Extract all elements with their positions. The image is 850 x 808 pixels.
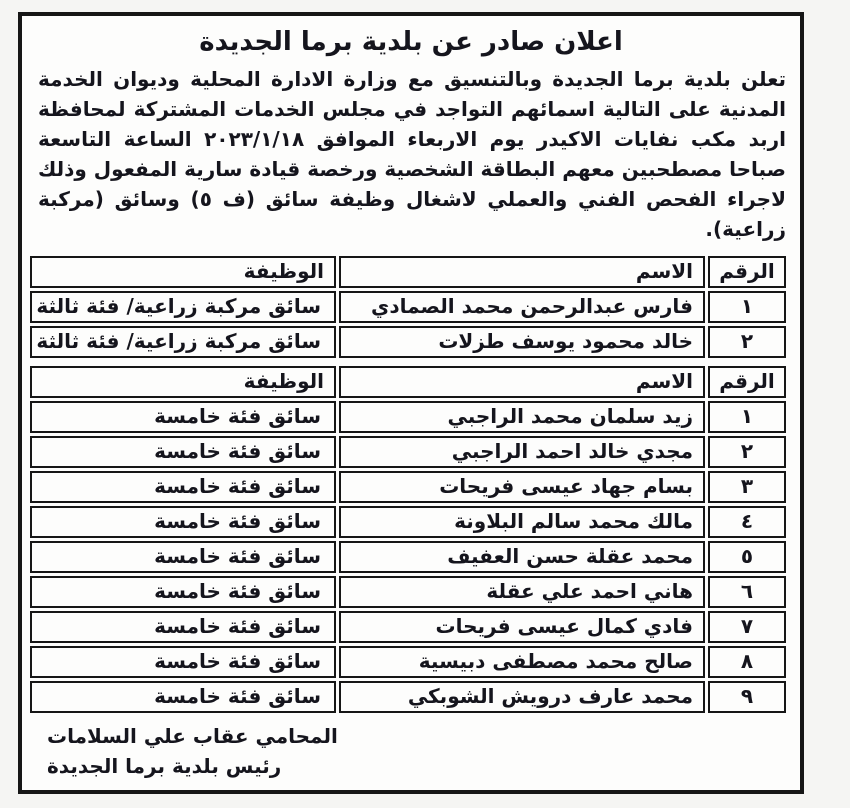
column-header-job: الوظيفة <box>30 366 336 398</box>
row-job-cell: سائق مركبة زراعية/ فئة ثالثة <box>30 291 336 323</box>
table-row <box>30 611 786 643</box>
row-name-cell: محمد عارف درويش الشوبكي <box>339 681 705 713</box>
row-job-cell: سائق فئة خامسة <box>30 436 336 468</box>
row-job-cell: سائق فئة خامسة <box>30 646 336 678</box>
row-number-cell: ٨ <box>708 646 786 678</box>
row-number-cell: ٤ <box>708 506 786 538</box>
table-row <box>30 326 786 358</box>
row-job-cell: سائق فئة خامسة <box>30 471 336 503</box>
row-number-cell: ٦ <box>708 576 786 608</box>
row-name-cell: مالك محمد سالم البلاونة <box>339 506 705 538</box>
row-number-cell: ٩ <box>708 681 786 713</box>
announcement-paragraph: تعلن بلدية برما الجديدة وبالتنسيق مع وزارة الادارة المحلية وديوان الخدمة المدنية على التالية اسمائهم التواجد في مجلس الخدمات المشتركة لمحافظة اربد مكب نفايات الاكيدر يوم الاربعاء الموافق ٢٠٢٣/١/١٨ الساعة التاسعة صباحا مصطحبين معهم البطاقة الشخصية ورخصة قيادة سارية المفعول وذلك لاجراء الفحص الفني والعملي لاشغال وظيفة سائق (ف ٥) وسائق (مركبة زراعية). <box>38 67 786 241</box>
row-number-cell: ٣ <box>708 471 786 503</box>
row-name-cell: زيد سلمان محمد الراجبي <box>339 401 705 433</box>
signatory-title: رئيس بلدية برما الجديدة <box>47 754 282 778</box>
row-number-cell: ٢ <box>708 326 786 358</box>
row-name-cell: صالح محمد مصطفى دبيسية <box>339 646 705 678</box>
column-header-job: الوظيفة <box>30 256 336 288</box>
table-row <box>30 471 786 503</box>
table-row <box>30 541 786 573</box>
table-row <box>30 401 786 433</box>
page-title: اعلان صادر عن بلدية برما الجديدة <box>199 27 623 57</box>
row-name-cell: خالد محمود يوسف طزلات <box>339 326 705 358</box>
announcement-table-1 <box>27 253 789 361</box>
row-job-cell: سائق فئة خامسة <box>30 541 336 573</box>
row-job-cell: سائق فئة خامسة <box>30 611 336 643</box>
column-header-number: الرقم <box>708 366 786 398</box>
table-row <box>30 681 786 713</box>
announcement-table-2 <box>27 363 789 716</box>
column-header-number: الرقم <box>708 256 786 288</box>
row-job-cell: سائق فئة خامسة <box>30 401 336 433</box>
table-header-row <box>30 256 786 288</box>
signatory-name: المحامي عقاب علي السلامات <box>47 724 338 748</box>
row-name-cell: مجدي خالد احمد الراجبي <box>339 436 705 468</box>
column-header-name: الاسم <box>339 256 705 288</box>
row-job-cell: سائق مركبة زراعية/ فئة ثالثة <box>30 326 336 358</box>
row-name-cell: فارس عبدالرحمن محمد الصمادي <box>339 291 705 323</box>
table-row <box>30 506 786 538</box>
row-number-cell: ٢ <box>708 436 786 468</box>
tables-container <box>22 253 800 716</box>
row-number-cell: ١ <box>708 401 786 433</box>
row-job-cell: سائق فئة خامسة <box>30 576 336 608</box>
row-name-cell: فادي كمال عيسى فريحات <box>339 611 705 643</box>
row-number-cell: ٥ <box>708 541 786 573</box>
table-row <box>30 576 786 608</box>
row-name-cell: بسام جهاد عيسى فريحات <box>339 471 705 503</box>
row-number-cell: ١ <box>708 291 786 323</box>
table-header-row <box>30 366 786 398</box>
row-name-cell: محمد عقلة حسن العفيف <box>339 541 705 573</box>
column-header-name: الاسم <box>339 366 705 398</box>
table-row <box>30 436 786 468</box>
announcement-page <box>18 12 804 794</box>
row-job-cell: سائق فئة خامسة <box>30 506 336 538</box>
row-number-cell: ٧ <box>708 611 786 643</box>
table-row <box>30 646 786 678</box>
signature-block <box>22 721 800 781</box>
row-name-cell: هاني احمد علي عقلة <box>339 576 705 608</box>
table-row <box>30 291 786 323</box>
row-job-cell: سائق فئة خامسة <box>30 681 336 713</box>
